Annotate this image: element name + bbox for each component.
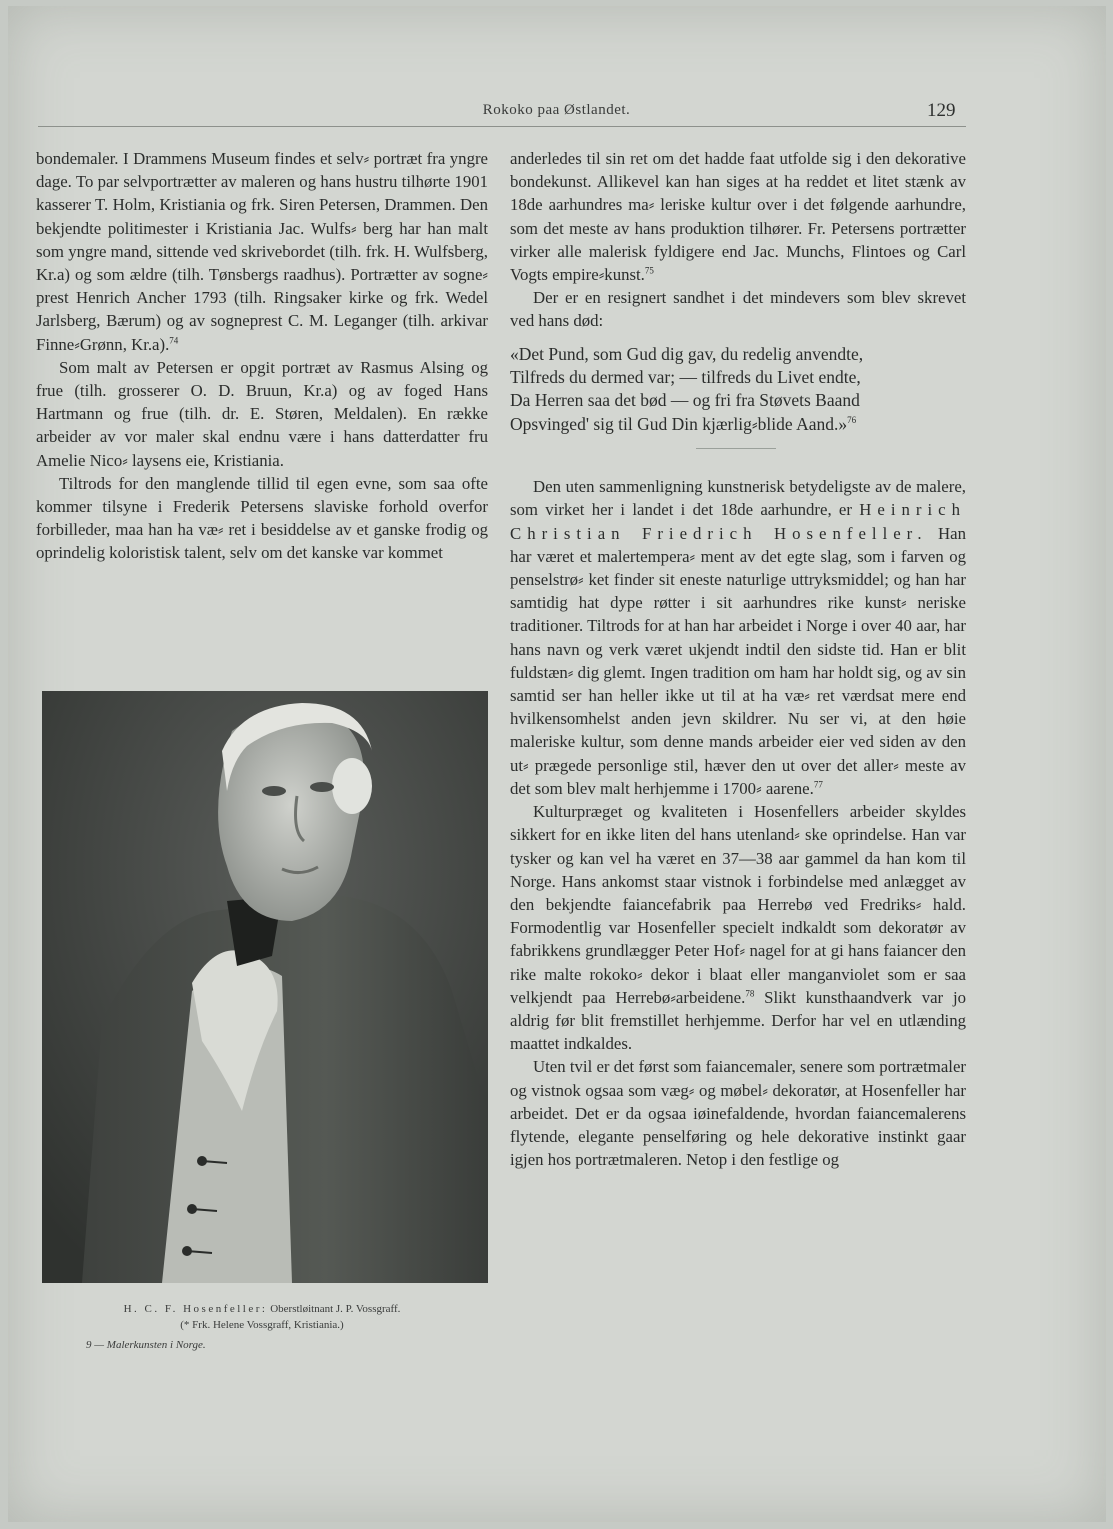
left-column bbox=[36, 147, 488, 565]
footnote-ref: 78 bbox=[745, 988, 755, 999]
footnote-ref: 76 bbox=[847, 415, 857, 426]
section-divider bbox=[696, 448, 776, 449]
figure-caption bbox=[36, 1301, 488, 1333]
verse-line: Tilfreds du dermed var; — tilfreds du Livet endte, bbox=[510, 367, 861, 388]
caption-title: Oberstløitnant J. P. Vossgraff. bbox=[270, 1303, 401, 1315]
paragraph bbox=[36, 147, 488, 356]
footnote-ref: 75 bbox=[644, 265, 654, 276]
memorial-verse bbox=[510, 343, 966, 437]
verse-line-text: Opsvinged' sig til Gud Din kjærlig⸗blide Aand.» bbox=[510, 413, 848, 434]
signature-mark: 9 — Malerkunsten i Norge. bbox=[86, 1339, 206, 1351]
right-column bbox=[510, 147, 966, 1171]
verse-line: Da Herren saa det bød — og fri fra Støvets Baand bbox=[510, 390, 860, 411]
caption-artist: H. C. F. Hosenfeller: bbox=[123, 1303, 268, 1315]
header-rule bbox=[38, 126, 966, 127]
artist-name: Heinrich Christian Friedrich Hosenfeller. bbox=[510, 500, 966, 543]
page-number: 129 bbox=[927, 100, 956, 121]
footnote-ref: 74 bbox=[169, 335, 179, 346]
running-title: Rokoko paa Østlandet. bbox=[482, 102, 631, 118]
paragraph-text: bondemaler. I Drammens Museum findes et selv⸗ portræt fra yngre dage. To par selvportrætter av maleren og hans hustru tilhørte 1901 kasserer T. Holm, Kristiania og frk. Siren Petersen, Drammen. Den bekjendte politimester i Kristiania Jac. Wulfs⸗ berg har han malt som yngre mand, sittende ved skrivebordet (tilh. frk. H. Wulfsberg, Kr.a) og som ældre (tilh. Tønsbergs raadhus). Portrætter av sogne⸗ prest Henrich Ancher 1793 (tilh. Ringsaker kirke og frk. Wedel Jarlsberg, Bærum) og av sogneprest C. M. Leganger (tilh. arkivar Finne⸗Grønn, Kr.a). bbox=[36, 149, 488, 354]
verse-line bbox=[510, 413, 966, 436]
paragraph: Som malt av Petersen er opgit portræt av Rasmus Alsing og frue (tilh. grosserer O. D. Bruun, Kr.a) og av foged Hans Hartmann og frue (tilh. dr. E. Støren, Meldalen). En række arbeider av vor maler skal endnu være i hans datterdatter fru Amelie Nico⸗ laysens eie, Kristiania. bbox=[36, 357, 488, 470]
footnote-ref: 77 bbox=[813, 779, 823, 790]
paragraph: Der er en resignert sandhet i det mindevers som blev skrevet ved hans død: bbox=[510, 288, 966, 331]
paragraph: Tiltrods for den manglende tillid til egen evne, som saa ofte kommer tilsyne i Frederik Petersens slaviske forhold overfor forbilleder, maa han ha væ⸗ ret i besiddelse av et ganske frodig og oprindelig koloristisk talent, selv om det kanske var kommet bbox=[36, 473, 488, 563]
caption-owner: (* Frk. Helene Vossgraff, Kristiania.) bbox=[180, 1319, 344, 1331]
paragraph bbox=[510, 800, 966, 1055]
portrait-illustration bbox=[42, 691, 488, 1283]
paragraph-text: anderledes til sin ret om det hadde faat utfolde sig i den dekorative bondekunst. Allikevel kan han siges at ha reddet et litet stænk av 18de aarhundres ma⸗ leriske kultur over i det følgende aarhundre, som det meste av hans produktion tilhører. Fr. Petersens portrætter virker alle malerisk fyldigere end Jac. Munchs, Flintoes og Carl Vogts empire⸗kunst. bbox=[510, 149, 966, 285]
paragraph-text: Han har været et malertempera⸗ ment av det egte slag, som i farven og penselstrø⸗ ket finder sit eneste naturlige uttryksmiddel; og han har samtidig hat dype røtter i sit aarhundres rike kunst⸗ neriske traditioner. Tiltrods for at han har arbeidet i Norge i over 40 aar, har hans navn og verk været ukjendt indtil den sidste tid. Han er blit fuldstæn⸗ dig glemt. Ingen tradition om ham har holdt sig, og av sin samtid ser han heller ikke ut til at ha væ⸗ ret værdsat mere end hvilkensomhelst anden jevn skildrer. Nu ser vi, at den høie maleriske kultur, som denne mands arbeider eier ved siden av den ut⸗ prægede personlige stil, hæver den ut over det aller⸗ meste av det som blev malt herhjemme i 1700⸗ aarene. bbox=[510, 523, 966, 798]
paragraph: Uten tvil er det først som faiancemaler, senere som portrætmaler og vistnok ogsaa som væg⸗ og møbel⸗ dekoratør, at Hosenfeller har arbeidet. Det er da ogsaa iøinefaldende, hvordan faiancemalerens flytende, elegante penselføring og hele dekorative instinkt gaar igjen hos portrætmaleren. Netop i den festlige og bbox=[510, 1057, 966, 1170]
portrait-photograph bbox=[42, 691, 488, 1283]
paragraph-text: Kulturpræget og kvaliteten i Hosenfellers arbeider skyldes sikkert for en ikke liten del hans utenland⸗ ske oprindelse. Han var tysker og kan vel ha været en 37—38 aar gammel da han kom til Norge. Hans ankomst staar vistnok i forbindelse med anlægget av den bekjendte faiancefabrik paa Herrebø ved Fredriks⸗ hald. Formodentlig var Hosenfeller specielt indkaldt som dekoratør av fabrikkens grundlægger Peter Hof⸗ nagel for at gi hans faiancer den rike malte rokoko⸗ dekor i blaat eller manganviolet som er saa velkjendt paa Herrebø⸗arbeidene. bbox=[510, 802, 966, 1007]
paragraph-text: Den uten sammenligning kunstnerisk betydeligste av de malere, som virket her i landet i det 18de aarhundre, er bbox=[510, 477, 966, 520]
verse-line: «Det Pund, som Gud dig gav, du redelig anvendte, bbox=[510, 343, 864, 364]
paragraph bbox=[510, 147, 966, 286]
paragraph bbox=[510, 475, 966, 800]
paragraph-text: Slikt kunsthaandverk var jo aldrig før blit fremstillet herhjemme. Derfor har vel en utlænding maattet indkaldes. bbox=[510, 987, 966, 1054]
